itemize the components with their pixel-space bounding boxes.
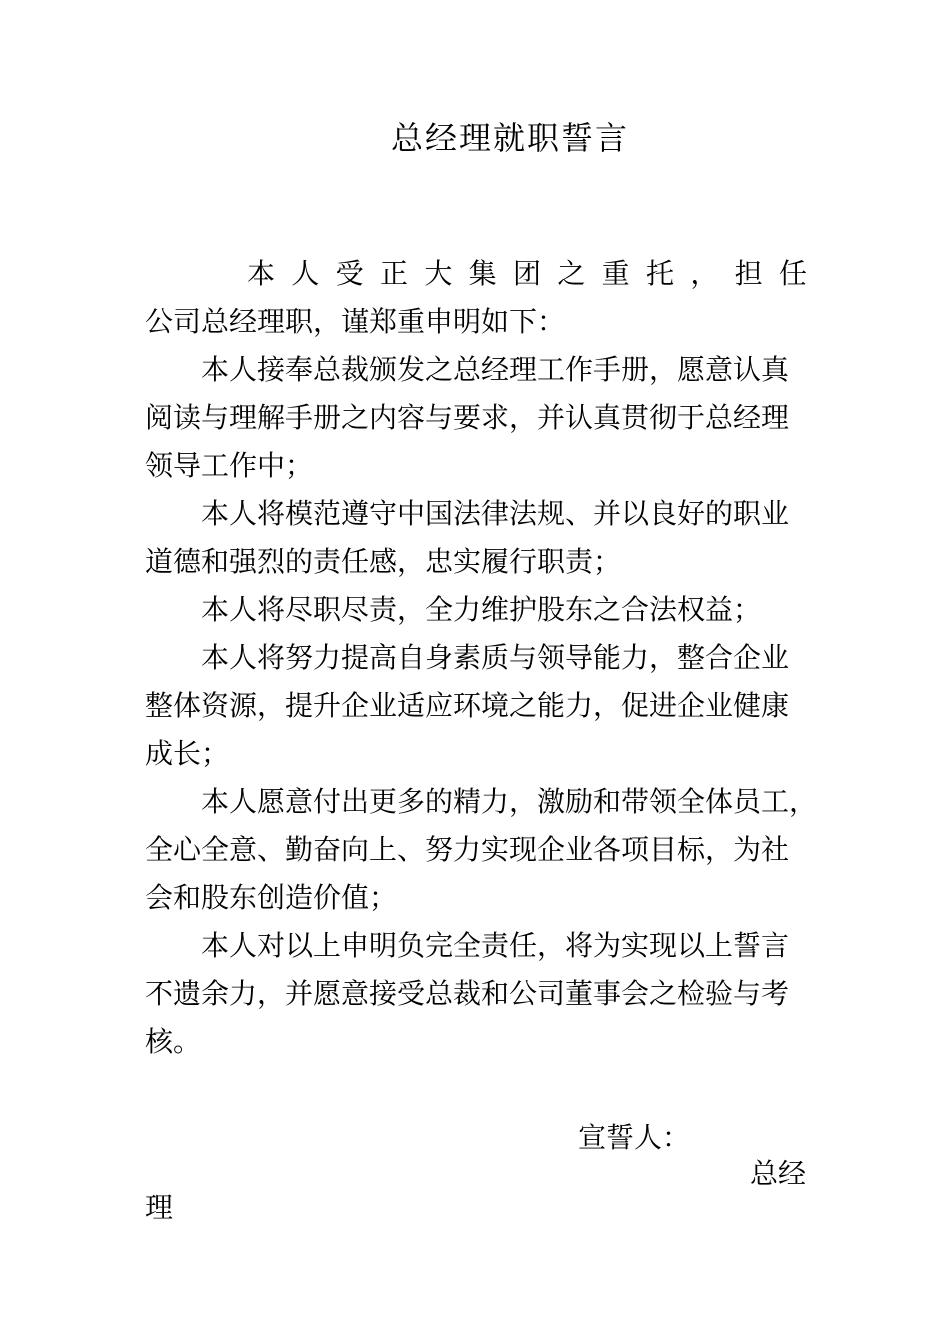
paragraph-line: 全心全意、勤奋向上、努力实现企业各项目标，为社	[145, 833, 790, 866]
paragraph-line: 本人将尽职尽责，全力维护股东之合法权益；	[201, 593, 762, 626]
paragraph-line: 阅读与理解手册之内容与要求，并认真贯彻于总经理	[145, 401, 790, 434]
paragraph-line: 道德和强烈的责任感，忠实履行职责；	[145, 545, 622, 578]
signer-role-part2: 理	[145, 1191, 174, 1224]
paragraph-line: 成长；	[145, 737, 230, 770]
paragraph-line: 本人对以上申明负完全责任，将为实现以上誓言	[201, 929, 790, 962]
paragraph-line: 本人将模范遵守中国法律法规、并以良好的职业	[201, 497, 790, 530]
paragraph-line: 整体资源，提升企业适应环境之能力，促进企业健康	[145, 689, 790, 722]
signer-label: 宣誓人：	[578, 1121, 691, 1154]
paragraph-line: 领导工作中；	[145, 449, 314, 482]
document-body	[145, 250, 818, 1066]
document-title: 总经理就职誓言	[390, 119, 629, 157]
signer-role-part1: 总经	[750, 1157, 807, 1190]
paragraph-line: 本 人 受 正 大 集 团 之 重 托 ， 担 任	[247, 257, 807, 290]
paragraph-line: 不遗余力，并愿意接受总裁和公司董事会之检验与考	[145, 977, 790, 1010]
paragraph-line: 本人愿意付出更多的精力，激励和带领全体员工，	[201, 785, 818, 818]
paragraph-line: 会和股东创造价值；	[145, 881, 398, 914]
paragraph-line: 本人将努力提高自身素质与领导能力，整合企业	[201, 641, 790, 674]
paragraph-line: 本人接奉总裁颁发之总经理工作手册，愿意认真	[201, 353, 790, 386]
paragraph-line: 公司总经理职，谨郑重申明如下：	[145, 305, 566, 338]
paragraph-line: 核。	[145, 1025, 202, 1058]
